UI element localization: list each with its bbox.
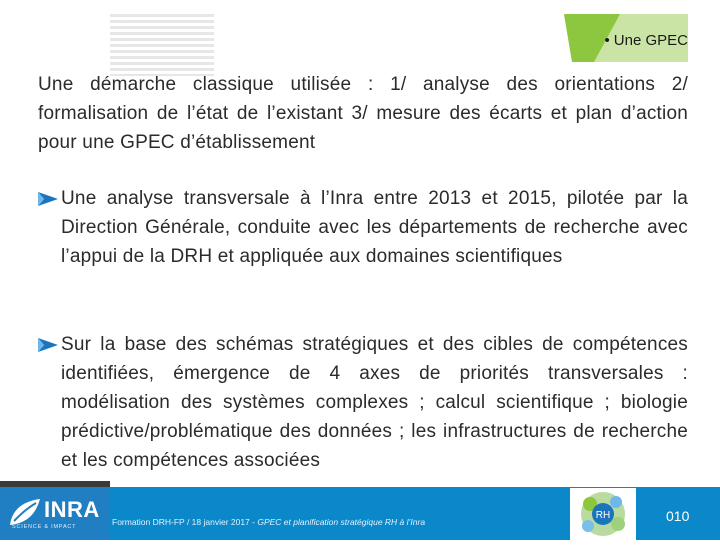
page-number: 010 xyxy=(666,508,690,524)
bullet-item xyxy=(38,184,688,271)
bullet-item xyxy=(38,330,688,475)
bullet-text: Sur la base des schémas stratégiques et des cibles de compétences identifiées, émergence de 4 axes de priorités transversales : modélisation des systèmes complexes ; calcul scientifique ; biologie prédictive/problématique des données ; les infrastructures de recherche et les compétences associées xyxy=(61,334,688,471)
rh-badge-graphic xyxy=(570,488,636,540)
rh-badge xyxy=(570,488,636,540)
header-logo-placeholder xyxy=(110,14,214,76)
footer-caption-title: GPEC et planification stratégique RH à l’Inra xyxy=(257,517,426,527)
arrow-bullet-icon xyxy=(38,338,58,352)
inra-logo xyxy=(0,487,110,540)
bullet-text: Une analyse transversale à l’Inra entre 2013 et 2015, pilotée par la Direction Générale, conduite avec les départements de recherche avec l’appui de la DRH et appliquée aux domaines scientifiques xyxy=(61,188,688,267)
footer-caption-prefix: Formation DRH-FP / 18 janvier 2017 - xyxy=(112,517,258,527)
inra-logo-text: INRA xyxy=(44,497,100,522)
section-title: Une GPEC xyxy=(613,32,688,49)
inra-logo-subtext: SCIENCE & IMPACT xyxy=(12,524,77,530)
arrow-bullet-icon xyxy=(38,192,58,206)
intro-paragraph: Une démarche classique utilisée : 1/ analyse des orientations 2/ formalisation de l’état de l’existant 3/ mesure des écarts et plan d’action pour une GPEC d’établissement xyxy=(38,74,688,153)
footer-caption xyxy=(112,517,457,528)
section-bullet: • xyxy=(604,32,610,49)
section-label xyxy=(605,32,688,49)
rh-badge-label: RH xyxy=(595,510,611,521)
